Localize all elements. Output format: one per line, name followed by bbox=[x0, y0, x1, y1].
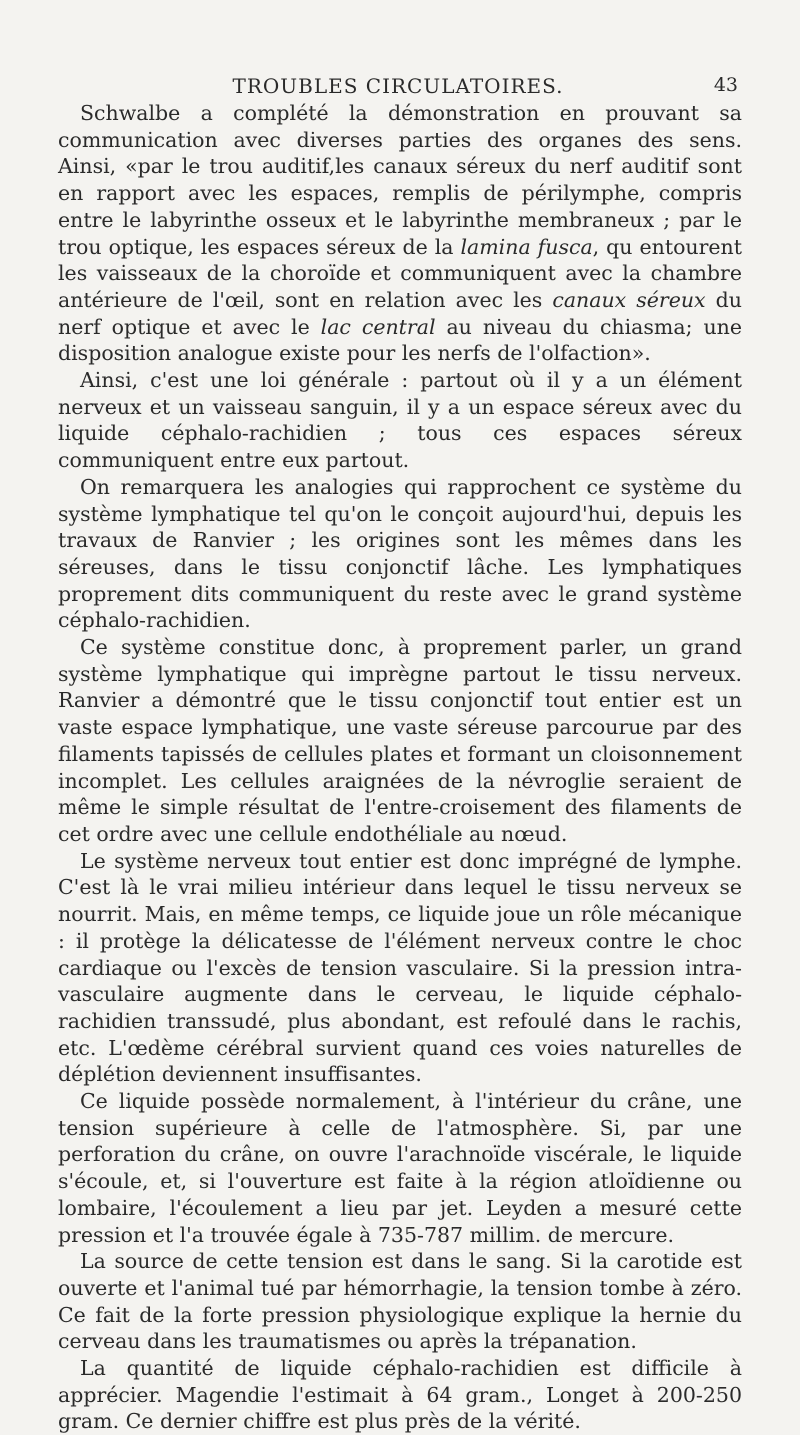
paragraph-2: Ainsi, c'est une loi générale : partout où il y a un élément nerveux et un vaisseau sanguin, il y a un espace séreux avec du liquide céphalo-rachidien ; tous ces espaces séreux communiquent entre eux partout. bbox=[58, 368, 742, 473]
page-header bbox=[58, 74, 738, 98]
paragraph-6: Ce liquide possède normalement, à l'intérieur du crâne, une tension supérieure à celle de l'atmosphère. Si, par une perforation du crâne, on ouvre l'arachnoïde viscérale, le liquide s'écoule, et, si l'ouverture est faite à la région atloïdienne ou lombaire, l'écoulement a lieu par jet. Leyden a mesuré cette pression et l'a trouvée égale à 735-787 millim. de mercure. bbox=[58, 1089, 742, 1247]
paragraph-7: La source de cette tension est dans le sang. Si la carotide est ouverte et l'animal tué par hémorrhagie, la tension tombe à zéro. Ce fait de la forte pression physiologique explique la hernie du cerveau dans les traumatismes ou après la trépanation. bbox=[58, 1249, 742, 1354]
paragraph-3: On remarquera les analogies qui rapprochent ce système du système lymphatique tel qu'on le conçoit aujourd'hui, depuis les travaux de Ranvier ; les origines sont les mêmes dans les séreuses, dans le tissu conjonctif lâche. Les lymphatiques proprement dits communiquent du reste avec le grand système céphalo-rachidien. bbox=[58, 474, 742, 633]
italic-term: lac central bbox=[320, 314, 436, 339]
italic-term: canaux séreux bbox=[552, 287, 706, 312]
paragraph-8: La quantité de liquide céphalo-rachidien est difficile à apprécier. Magendie l'estimait à 64 gram., Longet à 200-250 gram. Ce dernier chiffre est plus près de la vérité. bbox=[58, 1356, 742, 1434]
body-text bbox=[58, 100, 742, 1435]
page-number: 43 bbox=[713, 74, 738, 96]
italic-term: lamina fusca bbox=[460, 234, 593, 259]
paragraph-1: Schwalbe a complété la démonstration en prouvant sa communication avec diverses parties des organes des sens. Ainsi, «par le trou auditif,les canaux séreux du nerf auditif sont en rapport avec les espaces, remplis de périlymphe, compris entre le labyrinthe osseux et le labyrinthe membraneux ; par le trou optique, les espaces séreux de la lamina fusca, qu entourent les vaisseaux de la choroïde et communiquent avec la chambre antérieure de l'œil, sont en relation avec les canaux séreux du nerf optique et avec le lac central au niveau du chiasma; une disposition analogue existe pour les nerfs de l'olfaction». bbox=[58, 101, 742, 366]
running-title: TROUBLES CIRCULATOIRES. bbox=[232, 74, 564, 98]
paragraph-4: Ce système constitue donc, à proprement parler, un grand système lymphatique qui imprègne partout le tissu nerveux. Ranvier a démontré que le tissu conjonctif tout entier est un vaste espace lymphatique, une vaste séreuse parcourue par des filaments tapissés de cellules plates et formant un cloisonnement incomplet. Les cellules araignées de la névroglie seraient de même le simple résultat de l'entre-croisement des filaments de cet ordre avec une cellule endothéliale au nœud. bbox=[58, 635, 742, 846]
paragraph-5: Le système nerveux tout entier est donc imprégné de lymphe. C'est là le vrai milieu intérieur dans lequel le tissu nerveux se nourrit. Mais, en même temps, ce liquide joue un rôle mécanique : il protège la délicatesse de l'élément nerveux contre le choc cardiaque ou l'excès de tension vasculaire. Si la pression intra-vasculaire augmente dans le cerveau, le liquide céphalo-rachidien transsudé, plus abondant, est refoulé dans le rachis, etc. L'œdème cérébral survient quand ces voies naturelles de déplétion deviennent insuffisantes. bbox=[58, 848, 742, 1087]
